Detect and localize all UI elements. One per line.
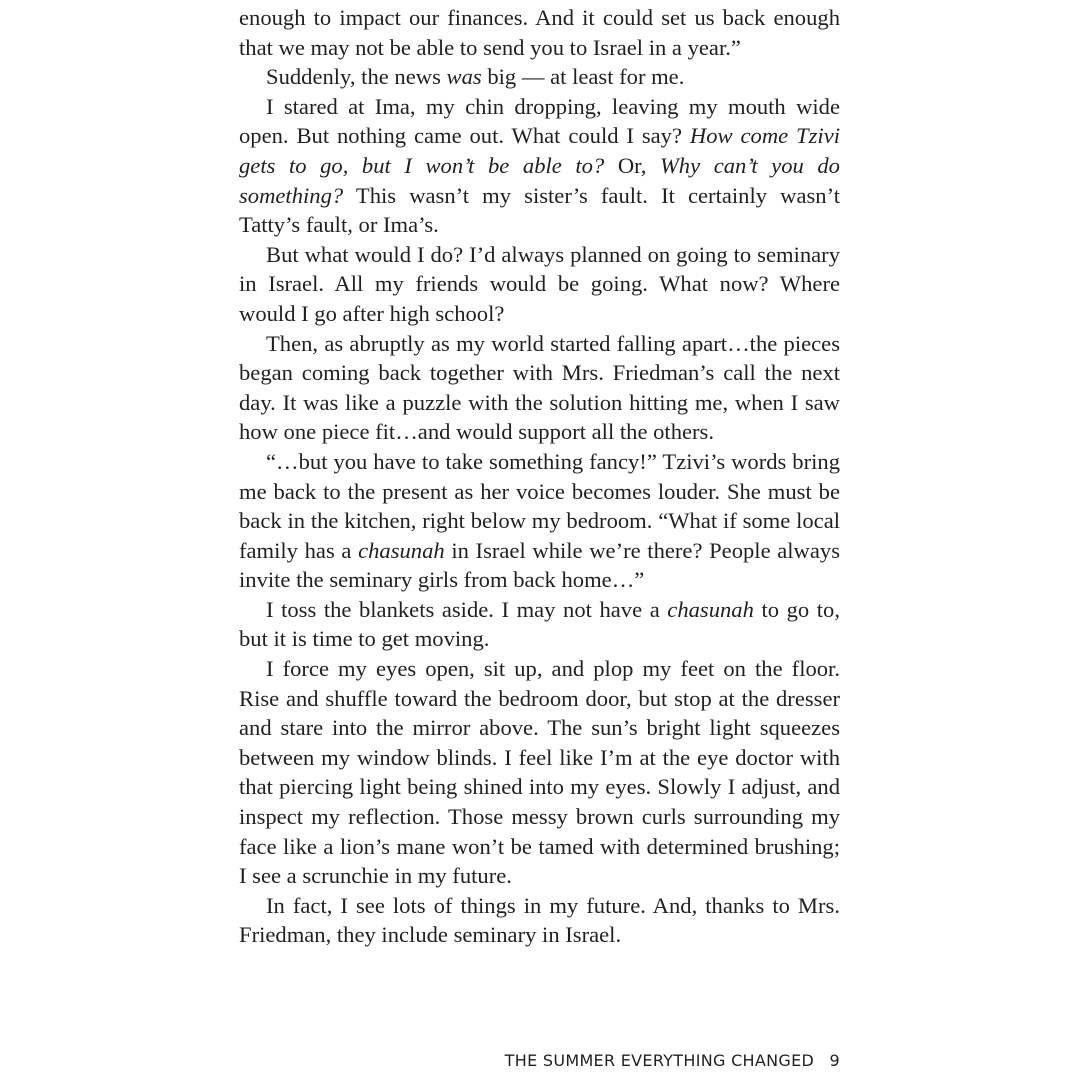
paragraph (239, 3, 840, 62)
running-footer (505, 1051, 840, 1070)
text-run: This wasn’t my sister’s fault. It certainly wasn’t Tatty’s fault, or Ima’s. (239, 182, 840, 238)
italic-run: Why can’t you do something? (239, 152, 840, 208)
text-run: I force my eyes open, sit up, and plop my feet on the floor. Rise and shuffle toward the bedroom door, but stop at the dresser and stare into the mirror above. The sun’s bright light squeezes between my window blinds. I feel like I’m at the eye doctor with that piercing light being shined into my eyes. Slowly I adjust, and inspect my reflection. Those messy brown curls surrounding my face like a lion’s mane won’t be tamed with determined brushing; I see a scrunchie in my future. (239, 656, 840, 889)
page-number: 9 (829, 1051, 840, 1070)
paragraph (239, 654, 840, 891)
italic-run: was (446, 64, 482, 90)
text-run: to go to, but it is time to get moving. (239, 596, 840, 652)
paragraph (239, 447, 840, 595)
text-run: I stared at Ima, my chin dropping, leaving my mouth wide open. But nothing came out. What could I say? (239, 93, 840, 149)
text-run: Or, (604, 152, 660, 178)
running-title: THE SUMMER EVERYTHING CHANGED (504, 1051, 815, 1070)
italic-run: chasunah (358, 537, 445, 563)
body-text (239, 3, 840, 950)
text-run: “…but you have to take something fancy!” Tzivi’s words bring me back to the present as her voice becomes louder. She must be back in the kitchen, right below my bedroom. “What if some local family has a (239, 448, 840, 563)
text-run: big — at least for me. (481, 64, 685, 90)
paragraph (239, 62, 840, 92)
text-run: in Israel while we’re there? People always invite the seminary girls from back home…” (239, 537, 840, 593)
paragraph (239, 92, 840, 240)
paragraph (239, 891, 840, 950)
text-run: I toss the blankets aside. I may not have a (266, 596, 668, 622)
italic-run: How come Tzivi gets to go, but I won’t be able to? (239, 123, 840, 178)
paragraph (239, 240, 840, 329)
text-run: Then, as abruptly as my world started falling apart…the pieces began coming back together with Mrs. Friedman’s call the next day. It was like a puzzle with the solution hitting me, when I saw how one piece fit…and would support all the others. (239, 330, 840, 445)
italic-run: chasunah (667, 596, 754, 622)
text-run: In fact, I see lots of things in my future. And, thanks to Mrs. Friedman, they include seminary in Israel. (239, 892, 840, 948)
text-run: But what would I do? I’d always planned on going to seminary in Israel. All my friends would be going. What now? Where would I go after high school? (239, 241, 840, 326)
text-run: enough to impact our finances. And it could set us back enough that we may not be able to send you to Israel in a year.” (239, 5, 840, 60)
text-run: Suddenly, the news (266, 64, 447, 90)
paragraph (239, 329, 840, 447)
paragraph (239, 595, 840, 654)
